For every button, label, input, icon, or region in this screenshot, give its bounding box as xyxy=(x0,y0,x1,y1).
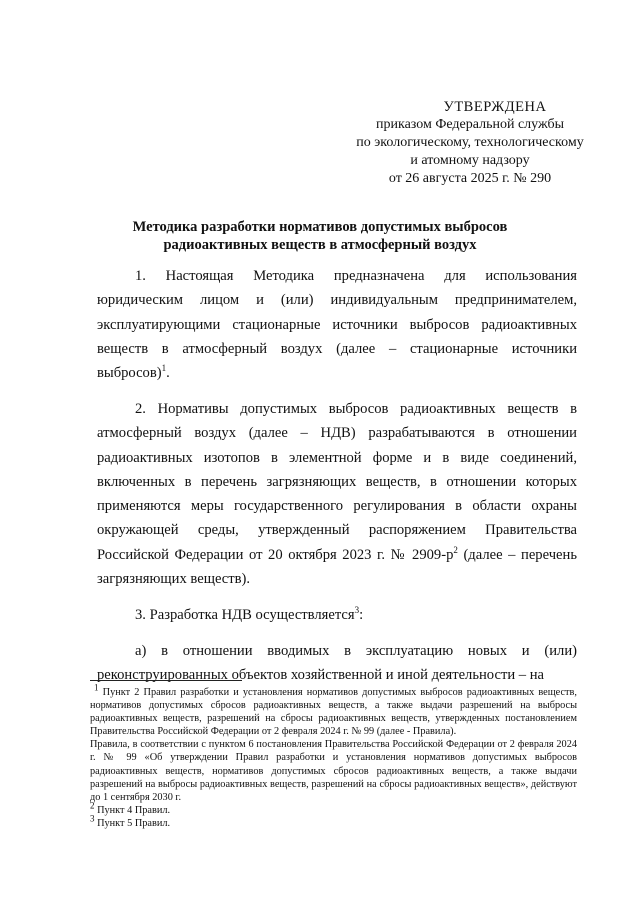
footnote-ref-3[interactable]: 3 xyxy=(354,605,360,615)
approval-line-4: от 26 августа 2025 г. № 290 xyxy=(388,171,552,186)
paragraph-3 xyxy=(97,603,577,627)
footnote-3-text: Пункт 5 Правил. xyxy=(94,817,171,829)
approval-stamp xyxy=(340,98,600,188)
title-line-1: Методика разработки нормативов допустимых выбросов xyxy=(132,219,508,235)
paragraph-4-text: а) в отношении вводимых в эксплуатацию новых и (или) реконструированных объектов хозяйственной и иной деятельности – на xyxy=(97,642,577,683)
footnotes-section xyxy=(90,682,577,830)
footnote-2-text: Пункт 4 Правил. xyxy=(94,804,171,816)
approval-line-3: и атомному надзору xyxy=(410,153,530,168)
paragraph-2-text: 2. Нормативы допустимых выбросов радиоактивных веществ в атмосферный воздух (далее – НДВ) разрабатываются в отношении радиоактивных изотопов в элементной форме и в виде соединений, включенных в перечень загрязняющих веществ, в отношении которых применяются меры государственного регулирования в области охраны окружающей среды, утвержденный распоряжением Правительства Российской Федерации от 20 октября 2023 г. № 2909-р xyxy=(97,400,577,563)
paragraph-1-text: 1. Настоящая Методика предназначена для использования юридическим лицом и (или) индивидуальным предпринимателем, эксплуатирующими стационарные источники выбросов радиоактивных веществ в атмосферный воздух (далее – стационарные источники выбросов) xyxy=(97,268,577,382)
footnote-2 xyxy=(90,800,577,817)
footnote-1-continuation: Правила, в соответствии с пунктом 6 постановления Правительства Российской Федерации от 2 февраля 2024 г. № 99 «Об утверждении Правил разработки и установления нормативов допустимых выбросов радиоактивных веществ, нормативов допустимых сбросов радиоактивных веществ, а также выдачи разрешений на выбросы радиоактивных веществ, разрешений на сбросы радиоактивных веществ», действуют до 1 сентября 2030 г. xyxy=(90,739,577,803)
paragraph-2 xyxy=(97,397,577,591)
footnote-2-mark: 2 xyxy=(90,800,95,811)
footnote-divider xyxy=(90,680,242,681)
paragraph-2-end: (далее – перечень загрязняющих веществ). xyxy=(97,546,577,588)
paragraph-3-text: 3. Разработка НДВ осуществляется xyxy=(135,606,355,623)
paragraph-1-end: . xyxy=(166,365,170,382)
document-body xyxy=(97,264,577,687)
approval-line-2: по экологическому, технологическому xyxy=(356,135,584,150)
footnote-1-text: Пункт 2 Правил разработки и установления нормативов допустимых выбросов радиоактивных веществ, нормативов допустимых сбросов радиоактивных веществ, а также выдачи разрешений на выбросы радиоактивных веществ, разрешений на сбросы радиоактивных веществ, утвержденных постановлением Правительства Российской Федерации от 2 февраля 2024 г. № 99 (далее - Правила). xyxy=(90,687,577,738)
footnote-ref-1[interactable]: 1 xyxy=(161,363,167,374)
approval-heading: УТВЕРЖДЕНА xyxy=(443,99,547,115)
approval-line-1: приказом Федеральной службы xyxy=(376,117,564,132)
title-line-2: радиоактивных веществ в атмосферный воздух xyxy=(163,237,477,253)
document-title xyxy=(80,218,560,254)
paragraph-1 xyxy=(97,264,577,385)
footnote-1-mark: 1 xyxy=(94,682,99,693)
footnote-ref-2[interactable]: 2 xyxy=(453,544,458,555)
footnote-3-mark: 3 xyxy=(90,813,95,824)
paragraph-3-end: : xyxy=(359,606,364,623)
footnote-3 xyxy=(90,813,577,830)
footnote-1 xyxy=(90,682,577,738)
